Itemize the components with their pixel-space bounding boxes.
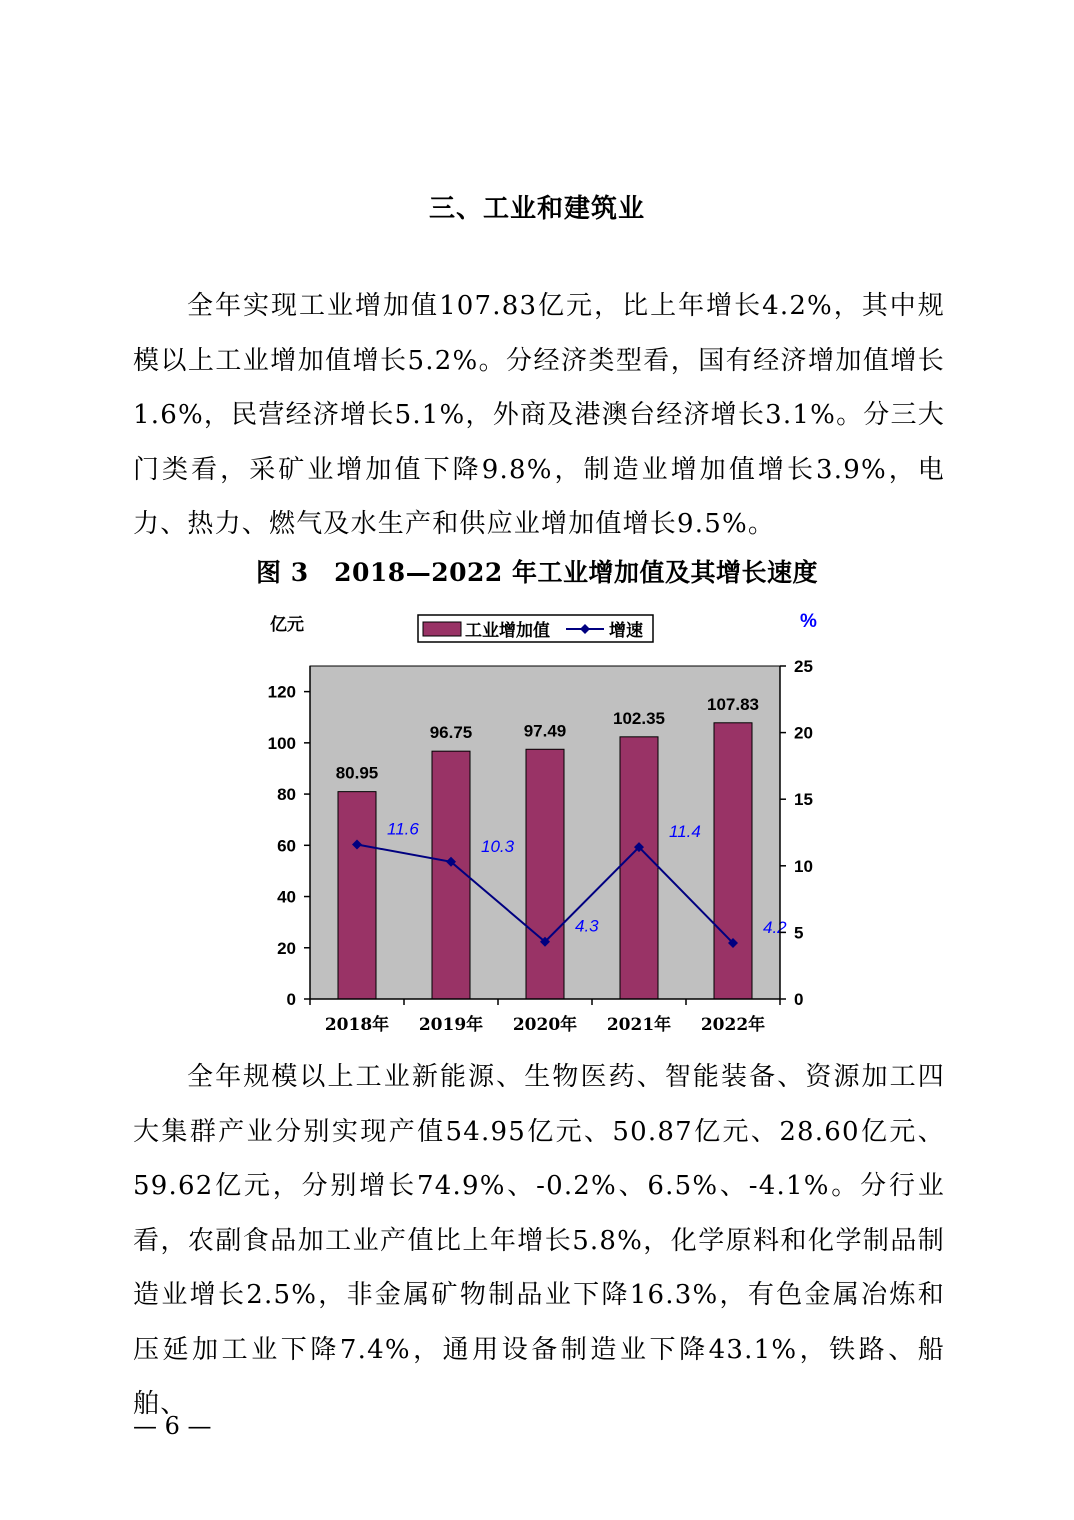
growth-value-label: 11.6 bbox=[387, 819, 419, 839]
page-number: — 6 — bbox=[133, 1412, 212, 1440]
paragraph-industry-clusters: 全年规模以上工业新能源、生物医药、智能装备、资源加工四大集群产业分别实现产值54.95亿元、50.87亿元、28.60亿元、59.62亿元，分别增长74.9%、-0.2%、6.5%、-4.1%。分行业看，农副食品加工业产值比上年增长5.8%，化学原料和化学制品制造业增长2.5%，非金属矿物制品业下降16.3%，有色金属冶炼和压延加工业下降7.4%，通用设备制造业下降43.1%，铁路、船舶、 bbox=[133, 1062, 945, 1419]
x-tick-label: 2018年 bbox=[324, 1015, 390, 1035]
bar bbox=[338, 792, 376, 999]
y2-tick-label: 25 bbox=[794, 657, 813, 676]
paragraph-industry-value: 全年实现工业增加值107.83亿元，比上年增长4.2%，其中规模以上工业增加值增长5.2%。分经济类型看，国有经济增加值增长1.6%，民营经济增长5.1%，外商及港澳台经济增长3.1%。分三大门类看，采矿业增加值下降9.8%，制造业增加值增长3.9%，电力、热力、燃气及水生产和供应业增加值增长9.5%。 bbox=[133, 291, 945, 539]
legend-bar-swatch bbox=[423, 622, 461, 636]
bar-value-label: 107.83 bbox=[707, 694, 759, 714]
y-tick-label: 0 bbox=[286, 990, 296, 1009]
x-tick-label: 2021年 bbox=[606, 1015, 672, 1035]
y2-tick-label: 0 bbox=[794, 990, 804, 1009]
y2-axis-unit-label: % bbox=[800, 611, 817, 632]
y2-tick-label: 20 bbox=[794, 723, 813, 743]
y-tick-label: 40 bbox=[277, 887, 296, 907]
y2-tick-label: 10 bbox=[794, 856, 813, 876]
x-tick-label: 2022年 bbox=[700, 1015, 766, 1035]
growth-value-label: 4.3 bbox=[575, 916, 599, 936]
bar bbox=[620, 737, 658, 999]
y-axis-unit-label: 亿元 bbox=[270, 615, 304, 634]
y2-tick-label: 5 bbox=[794, 923, 804, 943]
bar-value-label: 102.35 bbox=[613, 708, 665, 728]
bar bbox=[526, 749, 564, 999]
y-tick-label: 20 bbox=[277, 938, 296, 958]
y2-tick-label: 15 bbox=[794, 790, 813, 810]
growth-value-label: 10.3 bbox=[481, 836, 515, 856]
bar bbox=[714, 723, 752, 999]
section-heading: 三、工业和建筑业 bbox=[428, 194, 645, 224]
y-tick-label: 120 bbox=[267, 682, 296, 702]
bar-value-label: 96.75 bbox=[429, 723, 473, 743]
bar-value-label: 97.49 bbox=[523, 721, 567, 741]
growth-value-label: 4.2 bbox=[763, 918, 787, 938]
bar-value-label: 80.95 bbox=[335, 763, 379, 783]
y-tick-label: 60 bbox=[277, 836, 296, 856]
growth-value-label: 11.4 bbox=[669, 822, 701, 842]
bar bbox=[432, 751, 470, 999]
legend-bar-label: 工业增加值 bbox=[465, 621, 550, 640]
legend-line-label: 增速 bbox=[609, 621, 643, 640]
y-tick-label: 100 bbox=[267, 733, 296, 753]
y-tick-label: 80 bbox=[277, 785, 296, 805]
x-tick-label: 2020年 bbox=[512, 1015, 578, 1035]
legend bbox=[418, 615, 653, 642]
figure-title: 图 3 2018—2022 年工业增加值及其增长速度 bbox=[256, 558, 818, 587]
x-tick-label: 2019年 bbox=[418, 1015, 484, 1035]
